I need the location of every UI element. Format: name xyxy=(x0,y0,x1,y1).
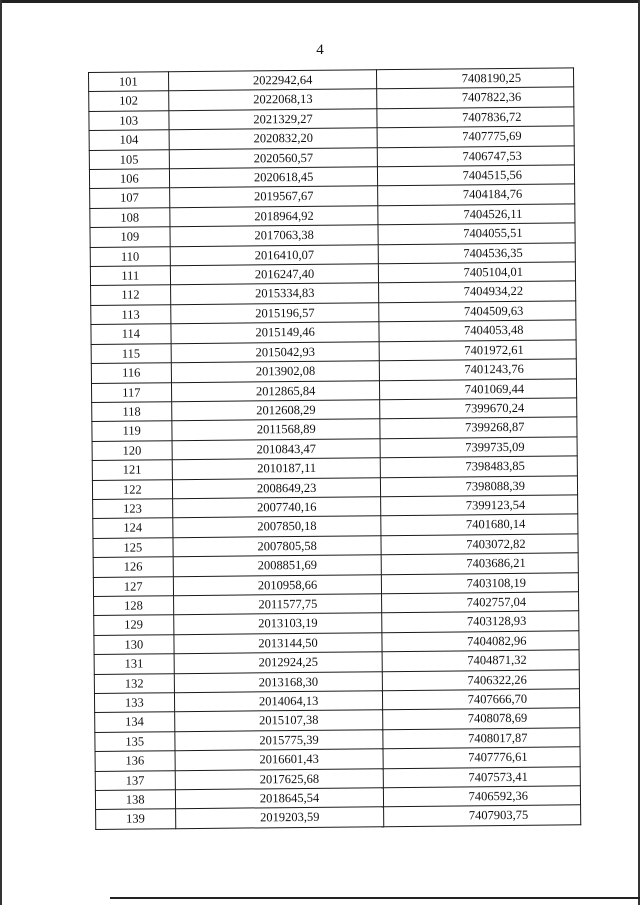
y-coordinate-cell: 7402757,04 xyxy=(382,592,579,613)
point-number-cell: 114 xyxy=(91,324,171,344)
point-number-cell: 122 xyxy=(92,479,172,499)
point-number-cell: 103 xyxy=(89,111,169,131)
x-coordinate-cell: 2010958,66 xyxy=(173,574,382,595)
coordinate-table-body xyxy=(89,68,581,829)
point-number-cell: 121 xyxy=(92,460,172,480)
x-coordinate-cell: 2007805,58 xyxy=(173,535,382,556)
y-coordinate-cell: 7399735,09 xyxy=(380,437,577,458)
point-number-cell: 107 xyxy=(90,188,170,208)
x-coordinate-cell: 2020560,57 xyxy=(169,147,378,168)
x-coordinate-cell: 2015149,46 xyxy=(171,322,380,343)
x-coordinate-cell: 2012865,84 xyxy=(171,380,380,401)
point-number-cell: 109 xyxy=(90,227,170,247)
y-coordinate-cell: 7405104,01 xyxy=(379,262,576,283)
x-coordinate-cell: 2007850,18 xyxy=(172,516,381,537)
y-coordinate-cell: 7404871,32 xyxy=(382,650,579,671)
point-number-cell: 125 xyxy=(93,537,173,557)
y-coordinate-cell: 7399670,24 xyxy=(380,398,577,419)
x-coordinate-cell: 2016247,40 xyxy=(170,264,379,285)
x-coordinate-cell: 2012608,29 xyxy=(171,400,380,421)
point-number-cell: 128 xyxy=(94,596,174,616)
x-coordinate-cell: 2020618,45 xyxy=(169,167,378,188)
point-number-cell: 116 xyxy=(91,363,171,383)
y-coordinate-cell: 7401243,76 xyxy=(380,359,577,380)
y-coordinate-cell: 7407776,61 xyxy=(383,747,580,768)
x-coordinate-cell: 2007740,16 xyxy=(172,497,381,518)
y-coordinate-cell: 7407775,69 xyxy=(377,126,574,147)
page-number: 4 xyxy=(316,42,324,58)
point-number-cell: 134 xyxy=(95,712,175,732)
point-number-cell: 129 xyxy=(94,615,174,635)
point-number-cell: 138 xyxy=(95,790,175,810)
y-coordinate-cell: 7401680,14 xyxy=(381,514,578,535)
page-edge-left xyxy=(0,0,2,905)
point-number-cell: 110 xyxy=(90,246,170,266)
point-number-cell: 119 xyxy=(92,421,172,441)
point-number-cell: 104 xyxy=(89,130,169,150)
point-number-cell: 113 xyxy=(91,305,171,325)
point-number-cell: 115 xyxy=(91,343,171,363)
point-number-cell: 120 xyxy=(92,440,172,460)
y-coordinate-cell: 7404055,51 xyxy=(378,223,575,244)
y-coordinate-cell: 7407573,41 xyxy=(383,766,580,787)
x-coordinate-cell: 2022942,64 xyxy=(168,70,377,91)
point-number-cell: 130 xyxy=(94,634,174,654)
x-coordinate-cell: 2020832,20 xyxy=(169,128,378,149)
y-coordinate-cell: 7404526,11 xyxy=(378,204,575,225)
y-coordinate-cell: 7404515,56 xyxy=(378,165,575,186)
point-number-cell: 102 xyxy=(89,91,169,111)
x-coordinate-cell: 2015334,83 xyxy=(170,283,379,304)
point-number-cell: 135 xyxy=(95,732,175,752)
y-coordinate-cell: 7404082,96 xyxy=(382,631,579,652)
x-coordinate-cell: 2011577,75 xyxy=(173,594,382,615)
x-coordinate-cell: 2011568,89 xyxy=(171,419,380,440)
y-coordinate-cell: 7408190,25 xyxy=(377,68,574,89)
point-number-cell: 118 xyxy=(92,402,172,422)
x-coordinate-cell: 2013144,50 xyxy=(173,632,382,653)
x-coordinate-cell: 2015775,39 xyxy=(174,730,383,751)
x-coordinate-cell: 2021329,27 xyxy=(168,109,377,130)
point-number-cell: 136 xyxy=(95,751,175,771)
x-coordinate-cell: 2019567,67 xyxy=(169,186,378,207)
y-coordinate-cell: 7399268,87 xyxy=(380,417,577,438)
x-coordinate-cell: 2013168,30 xyxy=(174,671,383,692)
point-number-cell: 139 xyxy=(96,809,176,829)
y-coordinate-cell: 7403108,19 xyxy=(382,572,579,593)
x-coordinate-cell: 2018964,92 xyxy=(169,206,378,227)
table-row xyxy=(96,805,581,829)
x-coordinate-cell: 2016410,07 xyxy=(170,244,379,265)
y-coordinate-cell: 7401069,44 xyxy=(380,378,577,399)
x-coordinate-cell: 2013103,19 xyxy=(173,613,382,634)
y-coordinate-cell: 7408017,87 xyxy=(383,728,580,749)
point-number-cell: 124 xyxy=(93,518,173,538)
x-coordinate-cell: 2014064,13 xyxy=(174,691,383,712)
x-coordinate-cell: 2017625,68 xyxy=(175,768,384,789)
y-coordinate-cell: 7404934,22 xyxy=(379,281,576,302)
point-number-cell: 133 xyxy=(94,693,174,713)
point-number-cell: 111 xyxy=(90,266,170,286)
point-number-cell: 108 xyxy=(90,208,170,228)
x-coordinate-cell: 2012924,25 xyxy=(174,652,383,673)
y-coordinate-cell: 7403128,93 xyxy=(382,611,579,632)
y-coordinate-cell: 7404184,76 xyxy=(378,184,575,205)
x-coordinate-cell: 2019203,59 xyxy=(175,807,384,828)
x-coordinate-cell: 2008649,23 xyxy=(172,477,381,498)
point-number-cell: 117 xyxy=(91,382,171,402)
y-coordinate-cell: 7406322,26 xyxy=(383,669,580,690)
y-coordinate-cell: 7407666,70 xyxy=(383,689,580,710)
x-coordinate-cell: 2010843,47 xyxy=(172,438,381,459)
x-coordinate-cell: 2008851,69 xyxy=(173,555,382,576)
y-coordinate-cell: 7401972,61 xyxy=(379,340,576,361)
point-number-cell: 123 xyxy=(93,499,173,519)
y-coordinate-cell: 7404053,48 xyxy=(379,320,576,341)
y-coordinate-cell: 7406747,53 xyxy=(378,145,575,166)
x-coordinate-cell: 2015042,93 xyxy=(171,341,380,362)
x-coordinate-cell: 2013902,08 xyxy=(171,361,380,382)
point-number-cell: 105 xyxy=(89,149,169,169)
y-coordinate-cell: 7406592,36 xyxy=(384,786,581,807)
x-coordinate-cell: 2015196,57 xyxy=(170,303,379,324)
y-coordinate-cell: 7408078,69 xyxy=(383,708,580,729)
y-coordinate-cell: 7404536,35 xyxy=(378,242,575,263)
point-number-cell: 126 xyxy=(93,557,173,577)
page-edge-bottom xyxy=(110,897,640,899)
coordinate-table xyxy=(88,67,581,829)
x-coordinate-cell: 2016601,43 xyxy=(175,749,384,770)
point-number-cell: 131 xyxy=(94,654,174,674)
point-number-cell: 112 xyxy=(91,285,171,305)
x-coordinate-cell: 2017063,38 xyxy=(170,225,379,246)
y-coordinate-cell: 7407903,75 xyxy=(384,805,581,826)
x-coordinate-cell: 2018645,54 xyxy=(175,788,384,809)
y-coordinate-cell: 7404509,63 xyxy=(379,301,576,322)
point-number-cell: 106 xyxy=(89,169,169,189)
point-number-cell: 137 xyxy=(95,770,175,790)
point-number-cell: 132 xyxy=(94,673,174,693)
y-coordinate-cell: 7403686,21 xyxy=(381,553,578,574)
x-coordinate-cell: 2015107,38 xyxy=(174,710,383,731)
y-coordinate-cell: 7398483,85 xyxy=(380,456,577,477)
page-edge-top xyxy=(0,0,640,3)
y-coordinate-cell: 7407836,72 xyxy=(377,107,574,128)
y-coordinate-cell: 7403072,82 xyxy=(381,534,578,555)
y-coordinate-cell: 7407822,36 xyxy=(377,87,574,108)
point-number-cell: 127 xyxy=(93,576,173,596)
point-number-cell: 101 xyxy=(89,72,169,92)
x-coordinate-cell: 2010187,11 xyxy=(172,458,381,479)
y-coordinate-cell: 7399123,54 xyxy=(381,495,578,516)
x-coordinate-cell: 2022068,13 xyxy=(168,89,377,110)
y-coordinate-cell: 7398088,39 xyxy=(381,475,578,496)
